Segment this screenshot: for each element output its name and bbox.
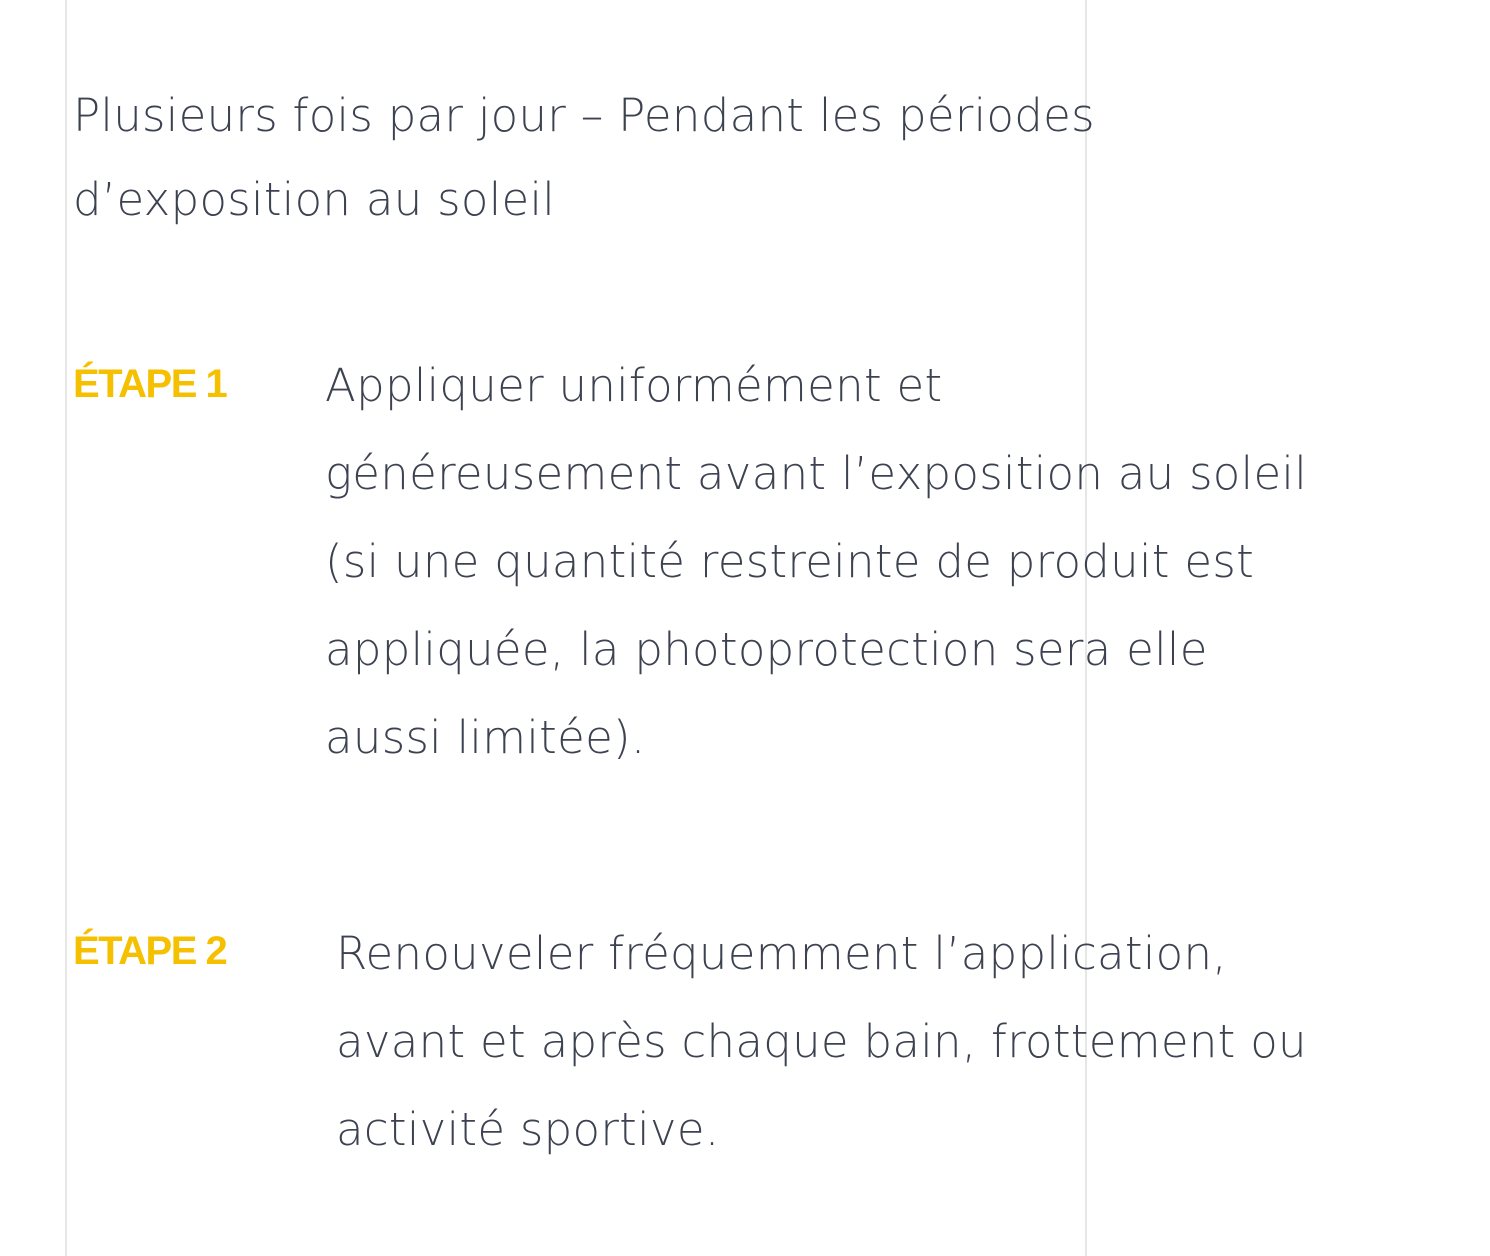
usage-frequency-text: [73, 74, 1273, 242]
step-2-line: activité sportive.: [336, 1103, 720, 1156]
step-1-description: [325, 342, 1425, 782]
step-2-line: Renouveler fréquemment l’application,: [336, 927, 1227, 980]
usage-frequency-line-2: d’exposition au soleil: [73, 173, 556, 226]
usage-frequency-line-1: Plusieurs fois par jour – Pendant les périodes: [73, 89, 1095, 142]
step-1-line: (si une quantité restreinte de produit est: [325, 535, 1255, 588]
step-2-label: ÉTAPE 2: [73, 929, 227, 973]
step-1-label: ÉTAPE 1: [73, 362, 227, 406]
step-2-line: avant et après chaque bain, frottement ou: [336, 1015, 1307, 1068]
step-1-line: appliquée, la photoprotection sera elle: [325, 623, 1208, 676]
left-guide-divider: [65, 0, 67, 1256]
step-1-line: aussi limitée).: [325, 711, 646, 764]
step-1-line: généreusement avant l’exposition au soleil: [325, 447, 1308, 500]
step-1-line: Appliquer uniformément et: [325, 359, 943, 412]
step-2-description: [336, 910, 1436, 1174]
